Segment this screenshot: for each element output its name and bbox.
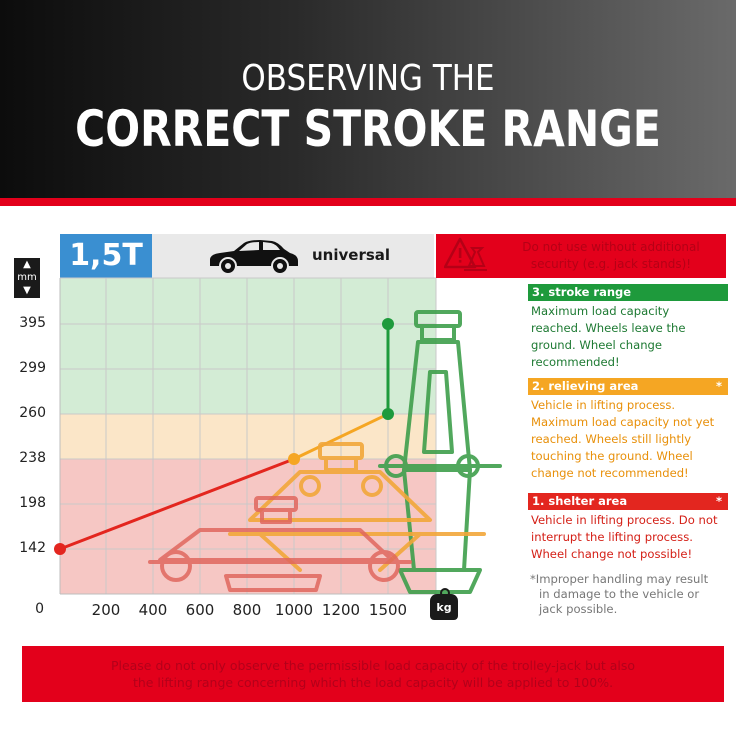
height-unit: mm: [17, 272, 37, 283]
capacity-badge: 1,5T: [60, 234, 152, 278]
series-line: [60, 459, 294, 549]
footnote-line: in damage to the vehicle or: [539, 587, 700, 601]
x-tick-label: 400: [138, 601, 168, 619]
warning-jack-icon: [444, 236, 488, 276]
title-line-1: OBSERVING THE: [241, 58, 495, 99]
legend-asterisk: *: [715, 494, 722, 508]
footer-notice: [22, 646, 724, 702]
footnote-line: *Improper handling may result: [530, 572, 709, 586]
legend-title-text: 1. shelter area: [532, 494, 628, 508]
warning-box: [436, 234, 726, 278]
footer-line-1: Please do not only observe the permissible load capacity of the trolley-jack but also: [110, 658, 636, 673]
weight-axis-icon: [430, 594, 458, 620]
x-tick-label: 1500: [368, 601, 408, 619]
x-tick-label: 600: [185, 601, 215, 619]
footnote-line: jack possible.: [539, 602, 618, 616]
legend-title: [528, 378, 728, 395]
legend-title-text: 2. relieving area: [532, 379, 639, 393]
vehicle-label: universal: [312, 246, 391, 264]
y-tick-label: 238: [19, 450, 46, 466]
y-tick-label: 299: [19, 360, 46, 376]
legend-text-line: reached. Wheels leave the: [531, 321, 686, 335]
zone-band: [60, 414, 436, 459]
y-tick-label: 198: [19, 495, 46, 511]
arrow-up-icon: ▲: [23, 259, 31, 270]
data-point: [54, 543, 66, 555]
legend-title-text: 3. stroke range: [532, 285, 632, 299]
x-tick-label: 200: [91, 601, 121, 619]
legend-title: [528, 493, 728, 510]
y-tick-label: 142: [19, 540, 46, 556]
zone-band: [60, 278, 436, 414]
data-point: [288, 453, 300, 465]
data-point: [382, 408, 394, 420]
plot-area: [60, 278, 436, 594]
header-divider: [0, 198, 736, 206]
footnote: [530, 572, 726, 617]
y-tick-label: 395: [19, 315, 46, 331]
legend-title: [528, 284, 728, 301]
legend-text-line: Vehicle in lifting process. Do not: [531, 513, 718, 527]
legend-item: [528, 378, 728, 482]
legend-text-line: Maximum load capacity not yet: [531, 415, 715, 429]
height-axis-icon: [14, 258, 40, 298]
legend-text-line: reached. Wheels still lightly: [531, 432, 692, 446]
legend-asterisk: *: [715, 379, 722, 393]
legend-text-line: ground. Wheel change: [531, 338, 663, 352]
footer-line-2: the lifting range concerning which the load capacity will be applied to 100%.: [132, 675, 614, 690]
x-tick-label: 800: [232, 601, 262, 619]
zone-band: [60, 459, 436, 594]
weight-unit: kg: [436, 601, 452, 614]
origin-label: 0: [35, 601, 44, 617]
legend-text-line: interrupt the lifting process.: [531, 530, 693, 544]
x-tick-label: 1000: [274, 601, 314, 619]
arrow-down-icon: ▼: [23, 285, 31, 296]
legend-text-line: Wheel change not possible!: [531, 547, 693, 561]
legend-item: [528, 284, 728, 371]
legend-text-line: recommended!: [531, 355, 620, 369]
legend-text-line: Maximum load capacity: [531, 304, 670, 318]
legend-item: [528, 493, 728, 563]
y-tick-label: 260: [19, 405, 46, 421]
x-tick-label: 1200: [321, 601, 361, 619]
car-icon: [204, 237, 304, 277]
data-point: [382, 318, 394, 330]
warning-text: Do not use without additional security (e.g. jack stands)!: [522, 240, 700, 271]
footer-text: [62, 657, 684, 691]
legend-text-line: Vehicle in lifting process.: [531, 398, 676, 412]
legend-text-line: change not recommended!: [531, 466, 689, 480]
legend-text-line: touching the ground. Wheel: [531, 449, 693, 463]
series-line: [294, 414, 388, 459]
title-line-2: CORRECT STROKE RANGE: [75, 100, 661, 158]
vehicle-type-box: [152, 234, 434, 278]
